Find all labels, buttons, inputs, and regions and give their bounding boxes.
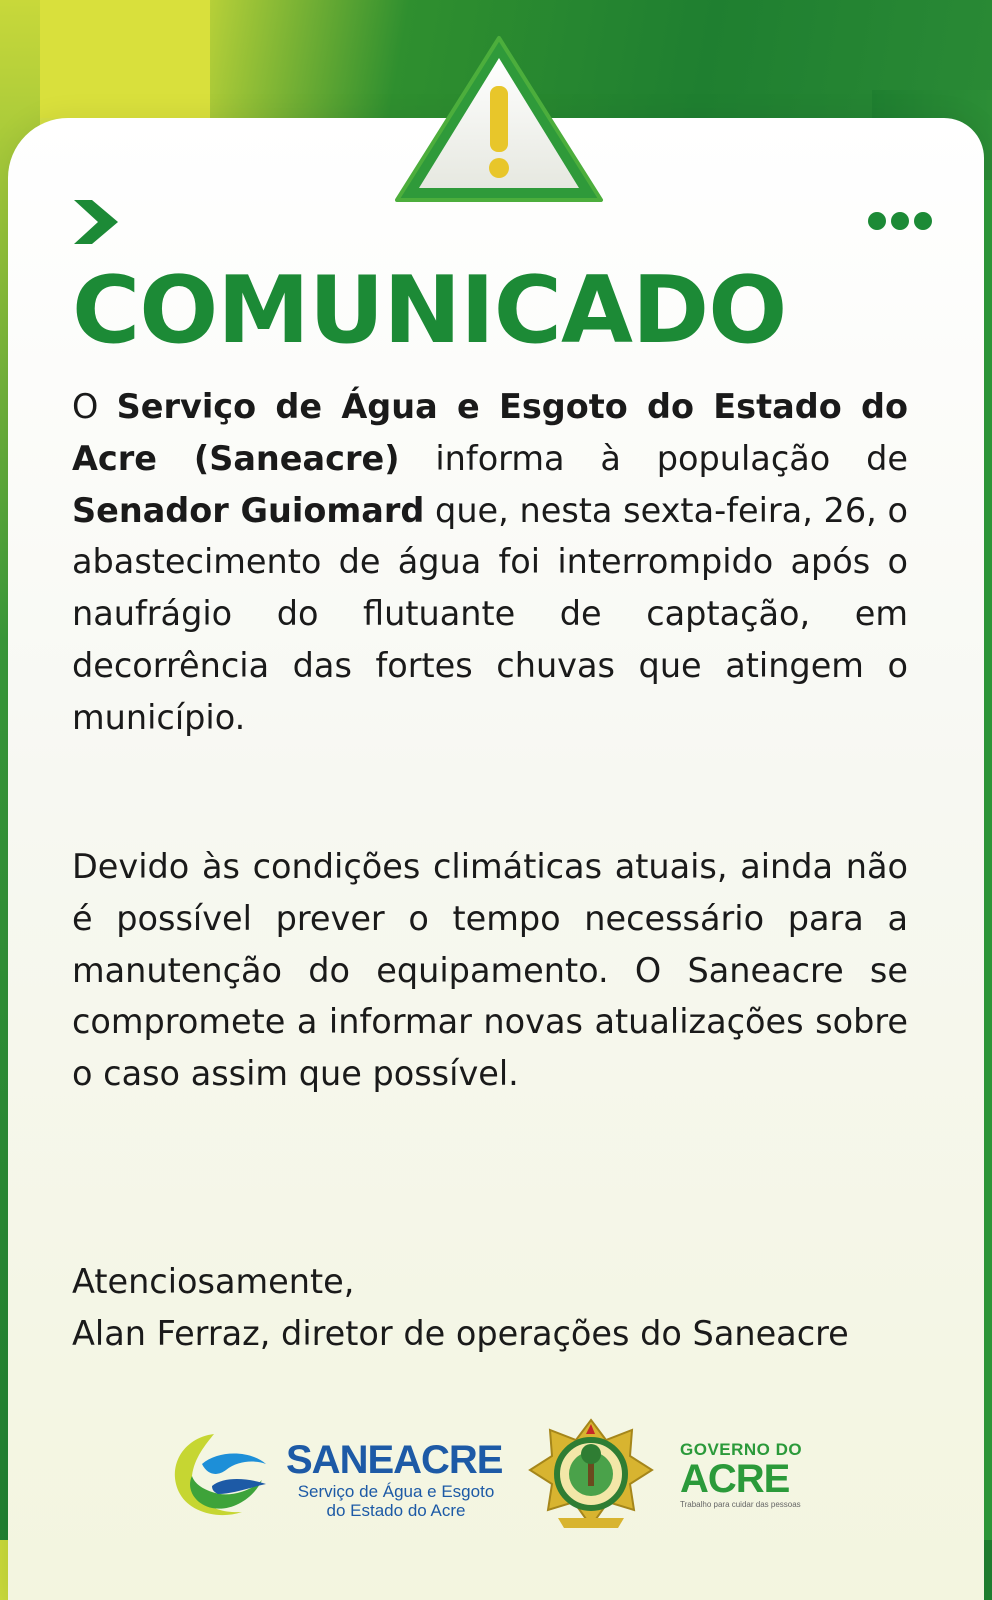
p1-text-3: que, nesta sexta-feira, 26, o abastecimento de água foi interrompido após o naufrágio do flutuante de captação, em decorrência das fortes chuvas que atingem o município. <box>72 490 908 737</box>
gov-slogan: Trabalho para cuidar das pessoas <box>680 1500 801 1509</box>
chevron-right-icon <box>70 196 122 248</box>
signature-line: Alan Ferraz, diretor de operações do Saneacre <box>72 1313 849 1353</box>
p1-bold-city: Senador Guiomard <box>72 490 425 530</box>
paragraph-2: Devido às condições climáticas atuais, ainda não é possível prever o tempo necessário para a manutenção do equipamento. O Saneacre se compromete a informar novas atualizações sobre o caso assim que possível. <box>72 847 908 1094</box>
gov-acre-name: ACRE <box>680 1457 790 1501</box>
p1-text-1: O <box>72 387 117 426</box>
page-title: COMUNICADO <box>72 256 787 364</box>
signature-block <box>72 1256 908 1360</box>
more-dots-icon <box>868 212 932 230</box>
p1-bold-saneacre: Serviço de Água e Esgoto do Estado do Acre (Saneacre) <box>72 387 908 478</box>
p1-text-2: informa à população de <box>399 438 908 478</box>
saneacre-subtitle: Serviço de Água e Esgoto do Estado do Acre <box>297 1482 495 1520</box>
saneacre-logo-mark <box>162 1428 282 1528</box>
warning-icon <box>387 28 611 208</box>
acre-state-seal <box>528 1418 654 1532</box>
closing-line: Atenciosamente, <box>72 1262 355 1301</box>
gov-label: GOVERNO DO <box>680 1440 803 1459</box>
saneacre-name: SANEACRE <box>286 1438 503 1482</box>
acre-government-logo <box>680 1440 810 1509</box>
paragraph-1 <box>72 381 908 744</box>
saneacre-logo <box>162 1428 502 1528</box>
